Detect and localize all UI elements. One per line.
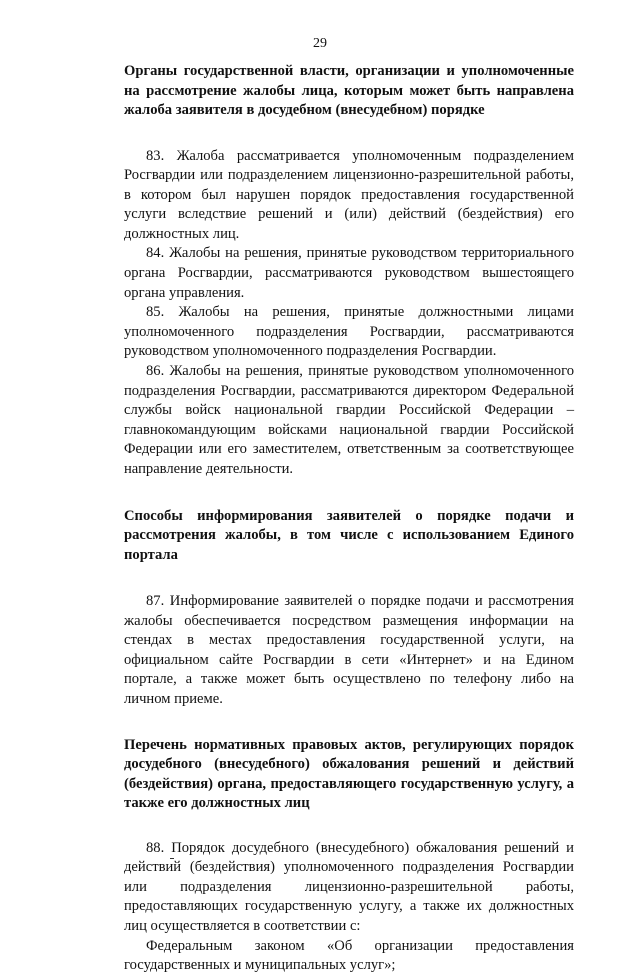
paragraph-85: 85. Жалобы на решения, принятые должностными лицами уполномоченного подразделения Росгвардии, рассматриваются руководством уполномоченного подразделения Росгвардии.: [124, 304, 574, 360]
paragraph-88: 88. Порядок досудебного (внесудебного) обжалования решений и действий (бездействия) уполномоченного подразделения Росгвардии или подразделения лицензионно-разрешительной работы, предоставляющих государственную услугу, а также их должностных лиц осуществляется в соответствии с:: [124, 839, 574, 935]
paragraph-86: 86. Жалобы на решения, принятые руководством уполномоченного подразделения Росгвардии, рассматриваются директором Федеральной службы войск национальной гвардии Российской Федерации – главнокомандующим войсками национальной гвардии Российской Федерации или его заместителем, ответственным за соответствующее направление деятельности.: [124, 363, 574, 477]
document-body: [124, 62, 574, 976]
scan-speck: [170, 858, 174, 859]
section-heading-complaint-bodies: Органы государственной власти, организации и уполномоченные на рассмотрение жалобы лица, которым может быть направлена жалоба заявителя в досудебном (внесудебном) порядке: [124, 63, 574, 118]
paragraph-83: 83. Жалоба рассматривается уполномоченным подразделением Росгвардии или подразделением лицензионно-разрешительной работы, в котором был нарушен порядок предоставления государственной услуги вследствие решений и (или) действий (бездействия) его должностных лиц.: [124, 147, 574, 242]
section-heading-legal-acts: Перечень нормативных правовых актов, регулирующих порядок досудебного (внесудебного) обжалования решений и действий (бездействия) органа, предоставляющего государственную услугу, а также его должностных лиц: [124, 736, 574, 812]
page-number: 29: [313, 36, 327, 51]
section-heading-informing-methods: Способы информирования заявителей о порядке подачи и рассмотрения жалобы, в том числе с использованием Единого портала: [124, 507, 574, 563]
paragraph-84: 84. Жалобы на решения, принятые руководством территориального органа Росгвардии, рассматриваются руководством вышестоящего органа управления.: [124, 245, 574, 301]
paragraph-federal-law: Федеральным законом «Об организации предоставления государственных и муниципальных услуг»;: [124, 937, 574, 974]
paragraph-87: 87. Информирование заявителей о порядке подачи и рассмотрения жалобы обеспечивается посредством размещения информации на стендах в местах предоставления государственной услуги, на официальном сайте Росгвардии в сети «Интернет» и на Едином портале, а также может быть осуществлено по телефону либо на личном приеме.: [124, 593, 574, 708]
